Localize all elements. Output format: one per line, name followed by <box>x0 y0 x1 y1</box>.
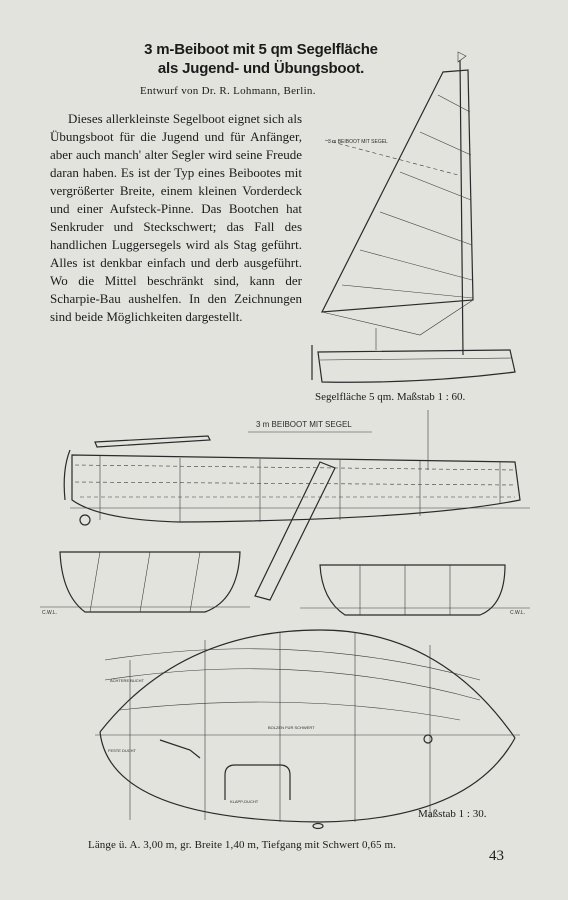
article-body: Dieses allerkleinste Segelboot eignet sich als Übungsboot für die Jugend und für Anfänger, aber auch manch' alter Segler wird seine Freude daran haben. Es ist der Typ eines Beibootes mit vergrößerter Breite, einem kleinen Vorderdeck und einer Aufsteck-Pinne. Das Bootchen hat Senkruder und Steckschwert; das Fall des handlichen Luggersegels wird als Stag geführt. Alles ist denkbar einfach und derb ausgeführt. Wo die Mittel beschränkt sind, kann der Scharpie-Bau aushelfen. In den Zeichnungen sind beide Möglichkeiten dargestellt. <box>50 111 302 324</box>
front-thwart-label: FESTE DUCHT <box>108 748 136 753</box>
body-plan-drawing <box>40 552 530 616</box>
plan-view-drawing <box>95 630 520 829</box>
lines-profile-drawing <box>64 410 530 600</box>
dimensions-caption: Länge ü. A. 3,00 m, gr. Breite 1,40 m, Tiefgang mit Schwert 0,65 m. <box>88 839 396 851</box>
svg-text:C.W.L.: C.W.L. <box>42 610 58 616</box>
sail-plan-label: 3 m BEIBOOT MIT SEGEL <box>328 139 388 145</box>
centerboard-label: KLAPP-DUCHT <box>230 799 259 804</box>
page-number: 43 <box>489 848 504 864</box>
sail-plan-drawing <box>312 52 515 382</box>
author-line: Entwurf von Dr. R. Lohmann, Berlin. <box>140 85 316 97</box>
bolt-label: BOLZEN FÜR SCHWERT <box>268 725 315 730</box>
bow-thwart-label: ACHTERE BUCHT <box>110 678 145 683</box>
title-line-1: 3 m-Beiboot mit 5 qm Segelfläche <box>144 41 378 58</box>
scale-caption: Maßstab 1 : 30. <box>418 808 487 820</box>
cwl-label: C.W.L. <box>510 610 526 616</box>
lines-title-label: 3 m BEIBOOT MIT SEGEL <box>256 420 352 429</box>
title-line-2: als Jugend- und Übungsboot. <box>157 60 365 77</box>
sail-caption: Segelfläche 5 qm. Maßstab 1 : 60. <box>315 391 466 403</box>
